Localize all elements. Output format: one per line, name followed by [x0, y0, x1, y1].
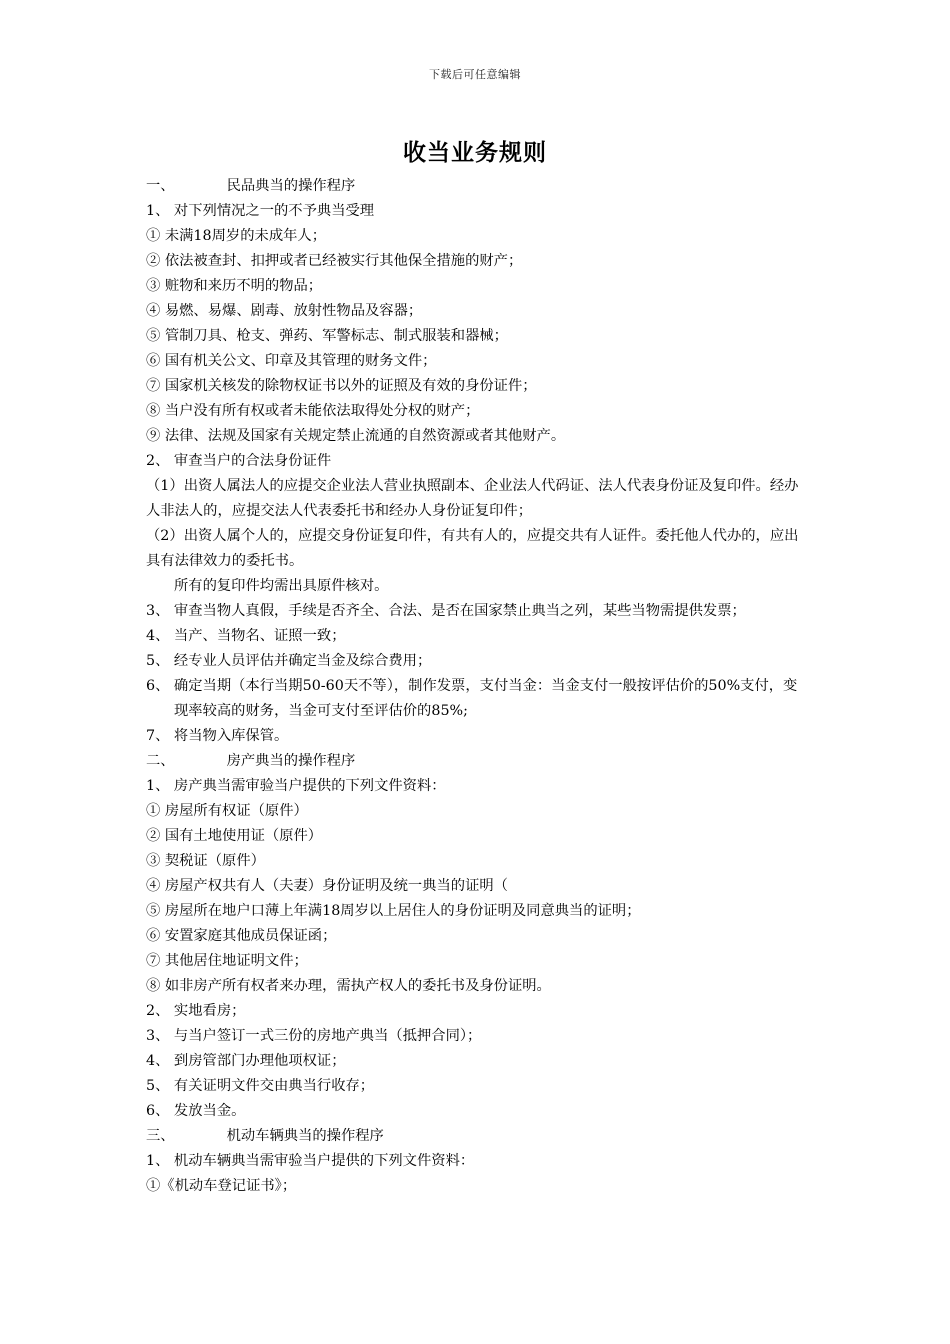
list-item: ⑧ 当户没有所有权或者未能依法取得处分权的财产；: [146, 403, 480, 419]
heading-text: 民品典当的操作程序: [226, 178, 356, 194]
list-item: 6、 发放当金。: [146, 1103, 246, 1119]
paragraph: 所有的复印件均需出具原件核对。: [174, 578, 389, 594]
list-item: 3、 与当户签订一式三份的房地产典当（抵押合同）；: [146, 1028, 482, 1044]
list-item: ⑤ 房屋所在地户口薄上年满18周岁以上居住人的身份证明及同意典当的证明；: [146, 903, 641, 919]
list-item: 4、 到房管部门办理他项权证；: [146, 1053, 346, 1069]
paragraph: （1）出资人属法人的应提交企业法人营业执照副本、企业法人代码证、法人代表身份证及复印件。经办人非法人的，应提交法人代表委托书和经办人身份证复印件；: [146, 478, 799, 519]
list-item: ④ 易燃、易爆、剧毒、放射性物品及容器；: [146, 303, 423, 319]
heading-number: 一、: [146, 178, 175, 194]
heading-number: 三、: [146, 1128, 175, 1144]
list-item: ① 房屋所有权证（原件）: [146, 803, 308, 819]
list-item: 7、 将当物入库保管。: [146, 728, 289, 744]
header-note: 下载后可任意编辑: [429, 68, 521, 81]
list-item: 4、 当产、当物名、证照一致；: [146, 628, 346, 644]
list-item: ①《机动车登记证书》；: [146, 1178, 297, 1194]
list-item: 3、 审查当物人真假，手续是否齐全、合法、是否在国家禁止典当之列，某些当物需提供发票；: [146, 603, 746, 619]
list-item: 1、 房产典当需审验当户提供的下列文件资料：: [146, 778, 446, 794]
list-item: 6、 确定当期（本行当期50-60天不等），制作发票，支付当金：当金支付一般按评估价的50%支付，变现率较高的财务，当金可支付至评估价的85%;: [146, 678, 798, 719]
list-item: 1、 对下列情况之一的不予典当受理: [146, 203, 375, 219]
list-item: 5、 有关证明文件交由典当行收存；: [146, 1078, 375, 1094]
section-heading: [146, 749, 810, 774]
list-item: ② 国有土地使用证（原件）: [146, 828, 323, 844]
section-heading: [146, 174, 810, 199]
list-item: ③ 赃物和来历不明的物品；: [146, 278, 323, 294]
list-item: 2、 实地看房；: [146, 1003, 246, 1019]
list-item: ① 未满18周岁的未成年人；: [146, 228, 327, 244]
list-item: 2、 审查当户的合法身份证件: [146, 453, 332, 469]
list-item: 5、 经专业人员评估并确定当金及综合费用；: [146, 653, 432, 669]
heading-text: 房产典当的操作程序: [226, 753, 356, 769]
list-item: ⑥ 国有机关公文、印章及其管理的财务文件；: [146, 353, 437, 369]
heading-number: 二、: [146, 753, 175, 769]
list-item: 1、 机动车辆典当需审验当户提供的下列文件资料：: [146, 1153, 475, 1169]
list-item: ⑥ 安置家庭其他成员保证函；: [146, 928, 337, 944]
document-title: 收当业务规则: [403, 139, 547, 166]
list-item: ⑤ 管制刀具、枪支、弹药、军警标志、制式服装和器械；: [146, 328, 508, 344]
list-item: ⑧ 如非房产所有权者来办理，需执产权人的委托书及身份证明。: [146, 978, 551, 994]
section-heading: [146, 1124, 810, 1149]
heading-text: 机动车辆典当的操作程序: [226, 1128, 384, 1144]
list-item: ④ 房屋产权共有人（夫妻）身份证明及统一典当的证明（: [146, 878, 508, 894]
list-item: ⑨ 法律、法规及国家有关规定禁止流通的自然资源或者其他财产。: [146, 428, 566, 444]
list-item: ② 依法被查封、扣押或者已经被实行其他保全措施的财产；: [146, 253, 523, 269]
list-item: ⑦ 国家机关核发的除物权证书以外的证照及有效的身份证件；: [146, 378, 537, 394]
paragraph: （2）出资人属个人的，应提交身份证复印件，有共有人的，应提交共有人证件。委托他人代办的，应出具有法律效力的委托书。: [146, 528, 799, 569]
list-item: ③ 契税证（原件）: [146, 853, 265, 869]
document-body: [146, 174, 810, 1199]
list-item: ⑦ 其他居住地证明文件；: [146, 953, 308, 969]
